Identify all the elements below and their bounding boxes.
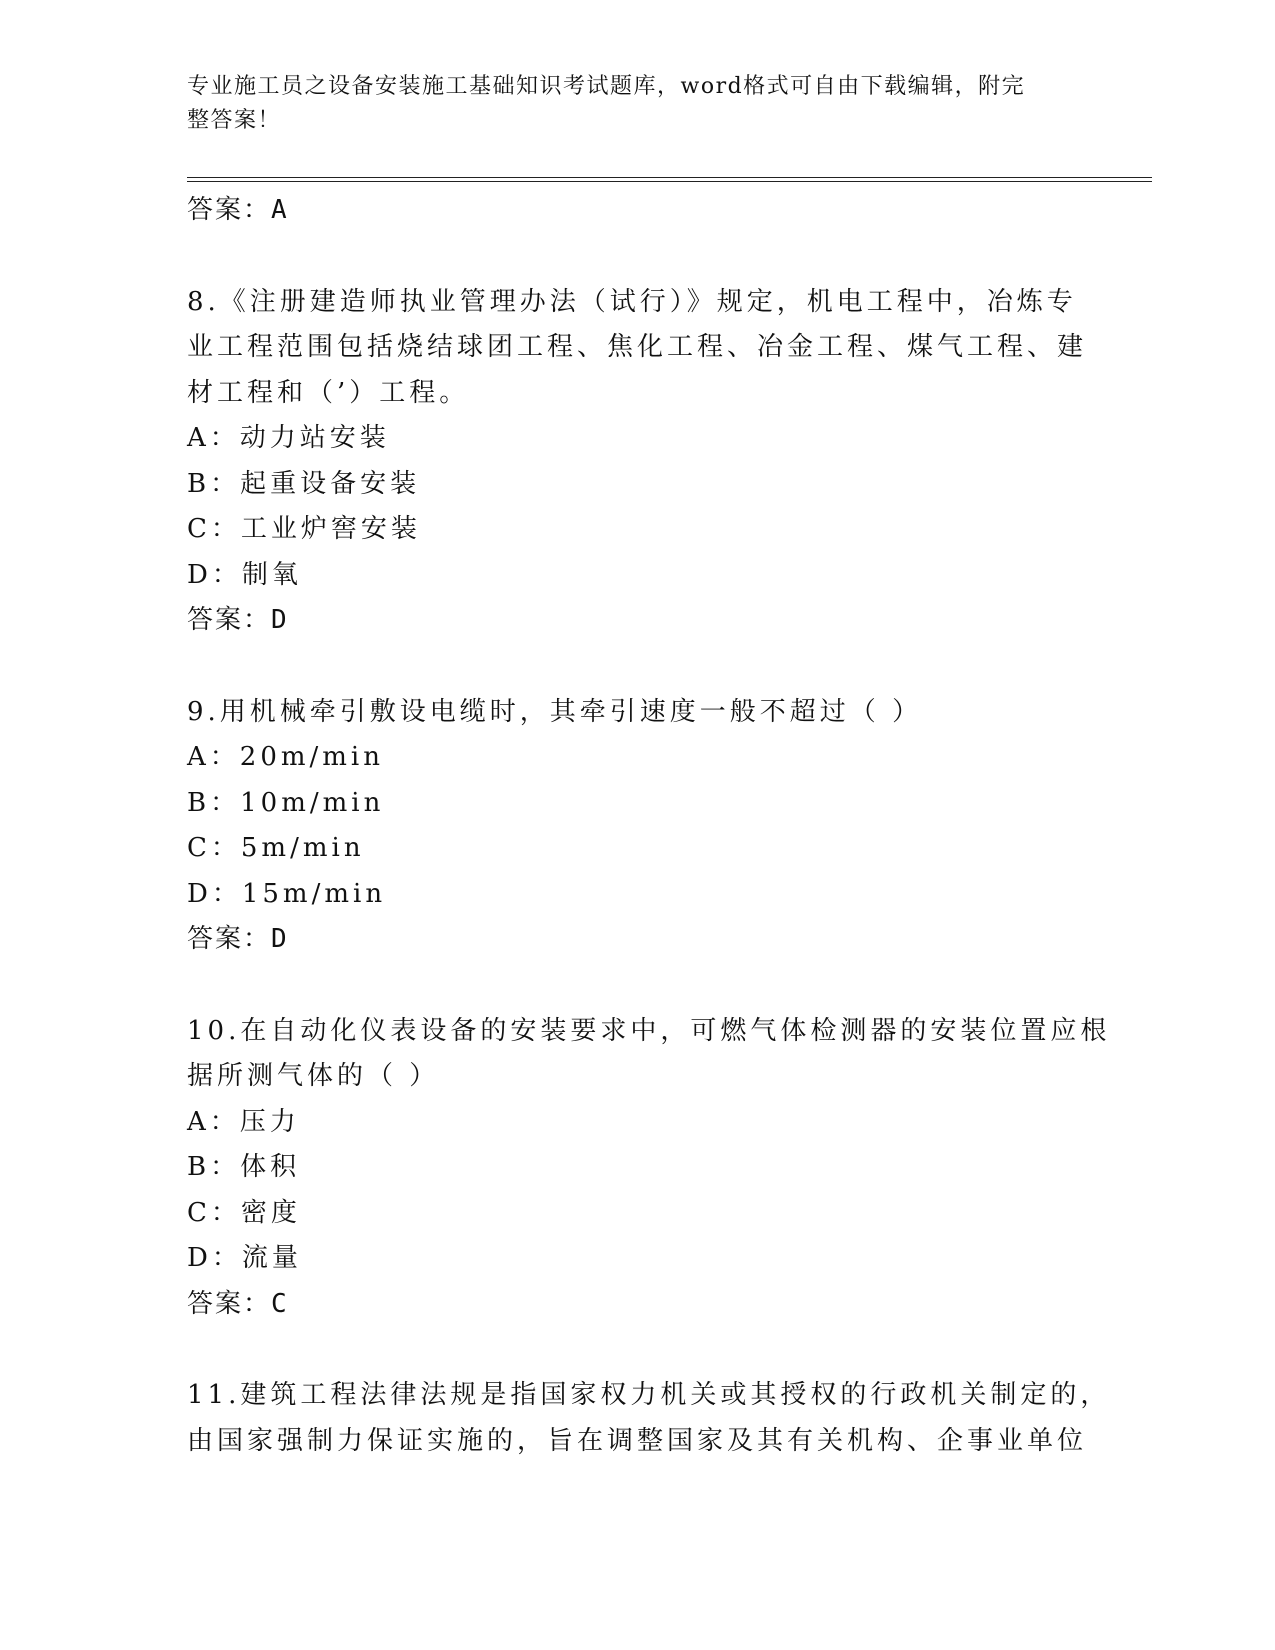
option-d: D：制氧	[187, 559, 302, 590]
question-answer: 答案：D	[187, 924, 289, 954]
question-stem-line: 8.《注册建造师执业管理办法（试行）》规定，机电工程中，冶炼专	[187, 286, 1077, 317]
question-stem-line: 由国家强制力保证实施的，旨在调整国家及其有关机构、企事业单位	[187, 1425, 1088, 1456]
option-c: C：工业炉窖安装	[187, 514, 421, 544]
option-c: C：密度	[187, 1197, 301, 1228]
question-8	[187, 280, 1107, 644]
header-divider-thin	[187, 181, 1152, 182]
question-stem-line: 11.建筑工程法律法规是指国家权力机关或其授权的行政机关制定的，	[187, 1380, 1111, 1410]
previous-question-answer: 答案：A	[187, 195, 289, 225]
question-spacer	[187, 1327, 1107, 1373]
option-b: B：起重设备安装	[187, 468, 421, 499]
question-11	[187, 1373, 1111, 1464]
question-stem-line: 材工程和（’）工程。	[187, 377, 470, 408]
option-a: A：动力站安装	[187, 423, 390, 453]
question-stem-line: 10.在自动化仪表设备的安装要求中，可燃气体检测器的安装位置应根	[187, 1015, 1111, 1046]
question-answer: 答案：C	[187, 1288, 289, 1319]
document-body	[187, 188, 1111, 1464]
page-header	[187, 70, 1067, 138]
question-spacer	[187, 234, 1107, 280]
header-title-line-1: 专业施工员之设备安装施工基础知识考试题库，word格式可自由下载编辑，附完	[187, 74, 1026, 99]
question-spacer	[187, 963, 1107, 1009]
option-d: D：流量	[187, 1243, 302, 1273]
option-d: D：15m/min	[187, 878, 387, 909]
question-spacer	[187, 644, 1107, 690]
option-a: A：压力	[187, 1106, 300, 1137]
option-a: A：20m/min	[187, 742, 384, 772]
option-b: B：体积	[187, 1152, 301, 1182]
header-title-line-2: 整答案！	[187, 108, 282, 133]
question-stem-line: 业工程范围包括烧结球团工程、焦化工程、冶金工程、煤气工程、建	[187, 332, 1088, 362]
question-answer: 答案：D	[187, 605, 289, 635]
question-stem-line: 据所测气体的（ ）	[187, 1061, 440, 1091]
question-stem-line: 9.用机械牵引敷设电缆时，其牵引速度一般不超过（ ）	[187, 696, 923, 727]
option-b: B：10m/min	[187, 787, 385, 818]
option-c: C：5m/min	[187, 833, 365, 863]
header-divider	[187, 177, 1152, 178]
question-10	[187, 1009, 1111, 1328]
question-9	[187, 690, 1107, 963]
